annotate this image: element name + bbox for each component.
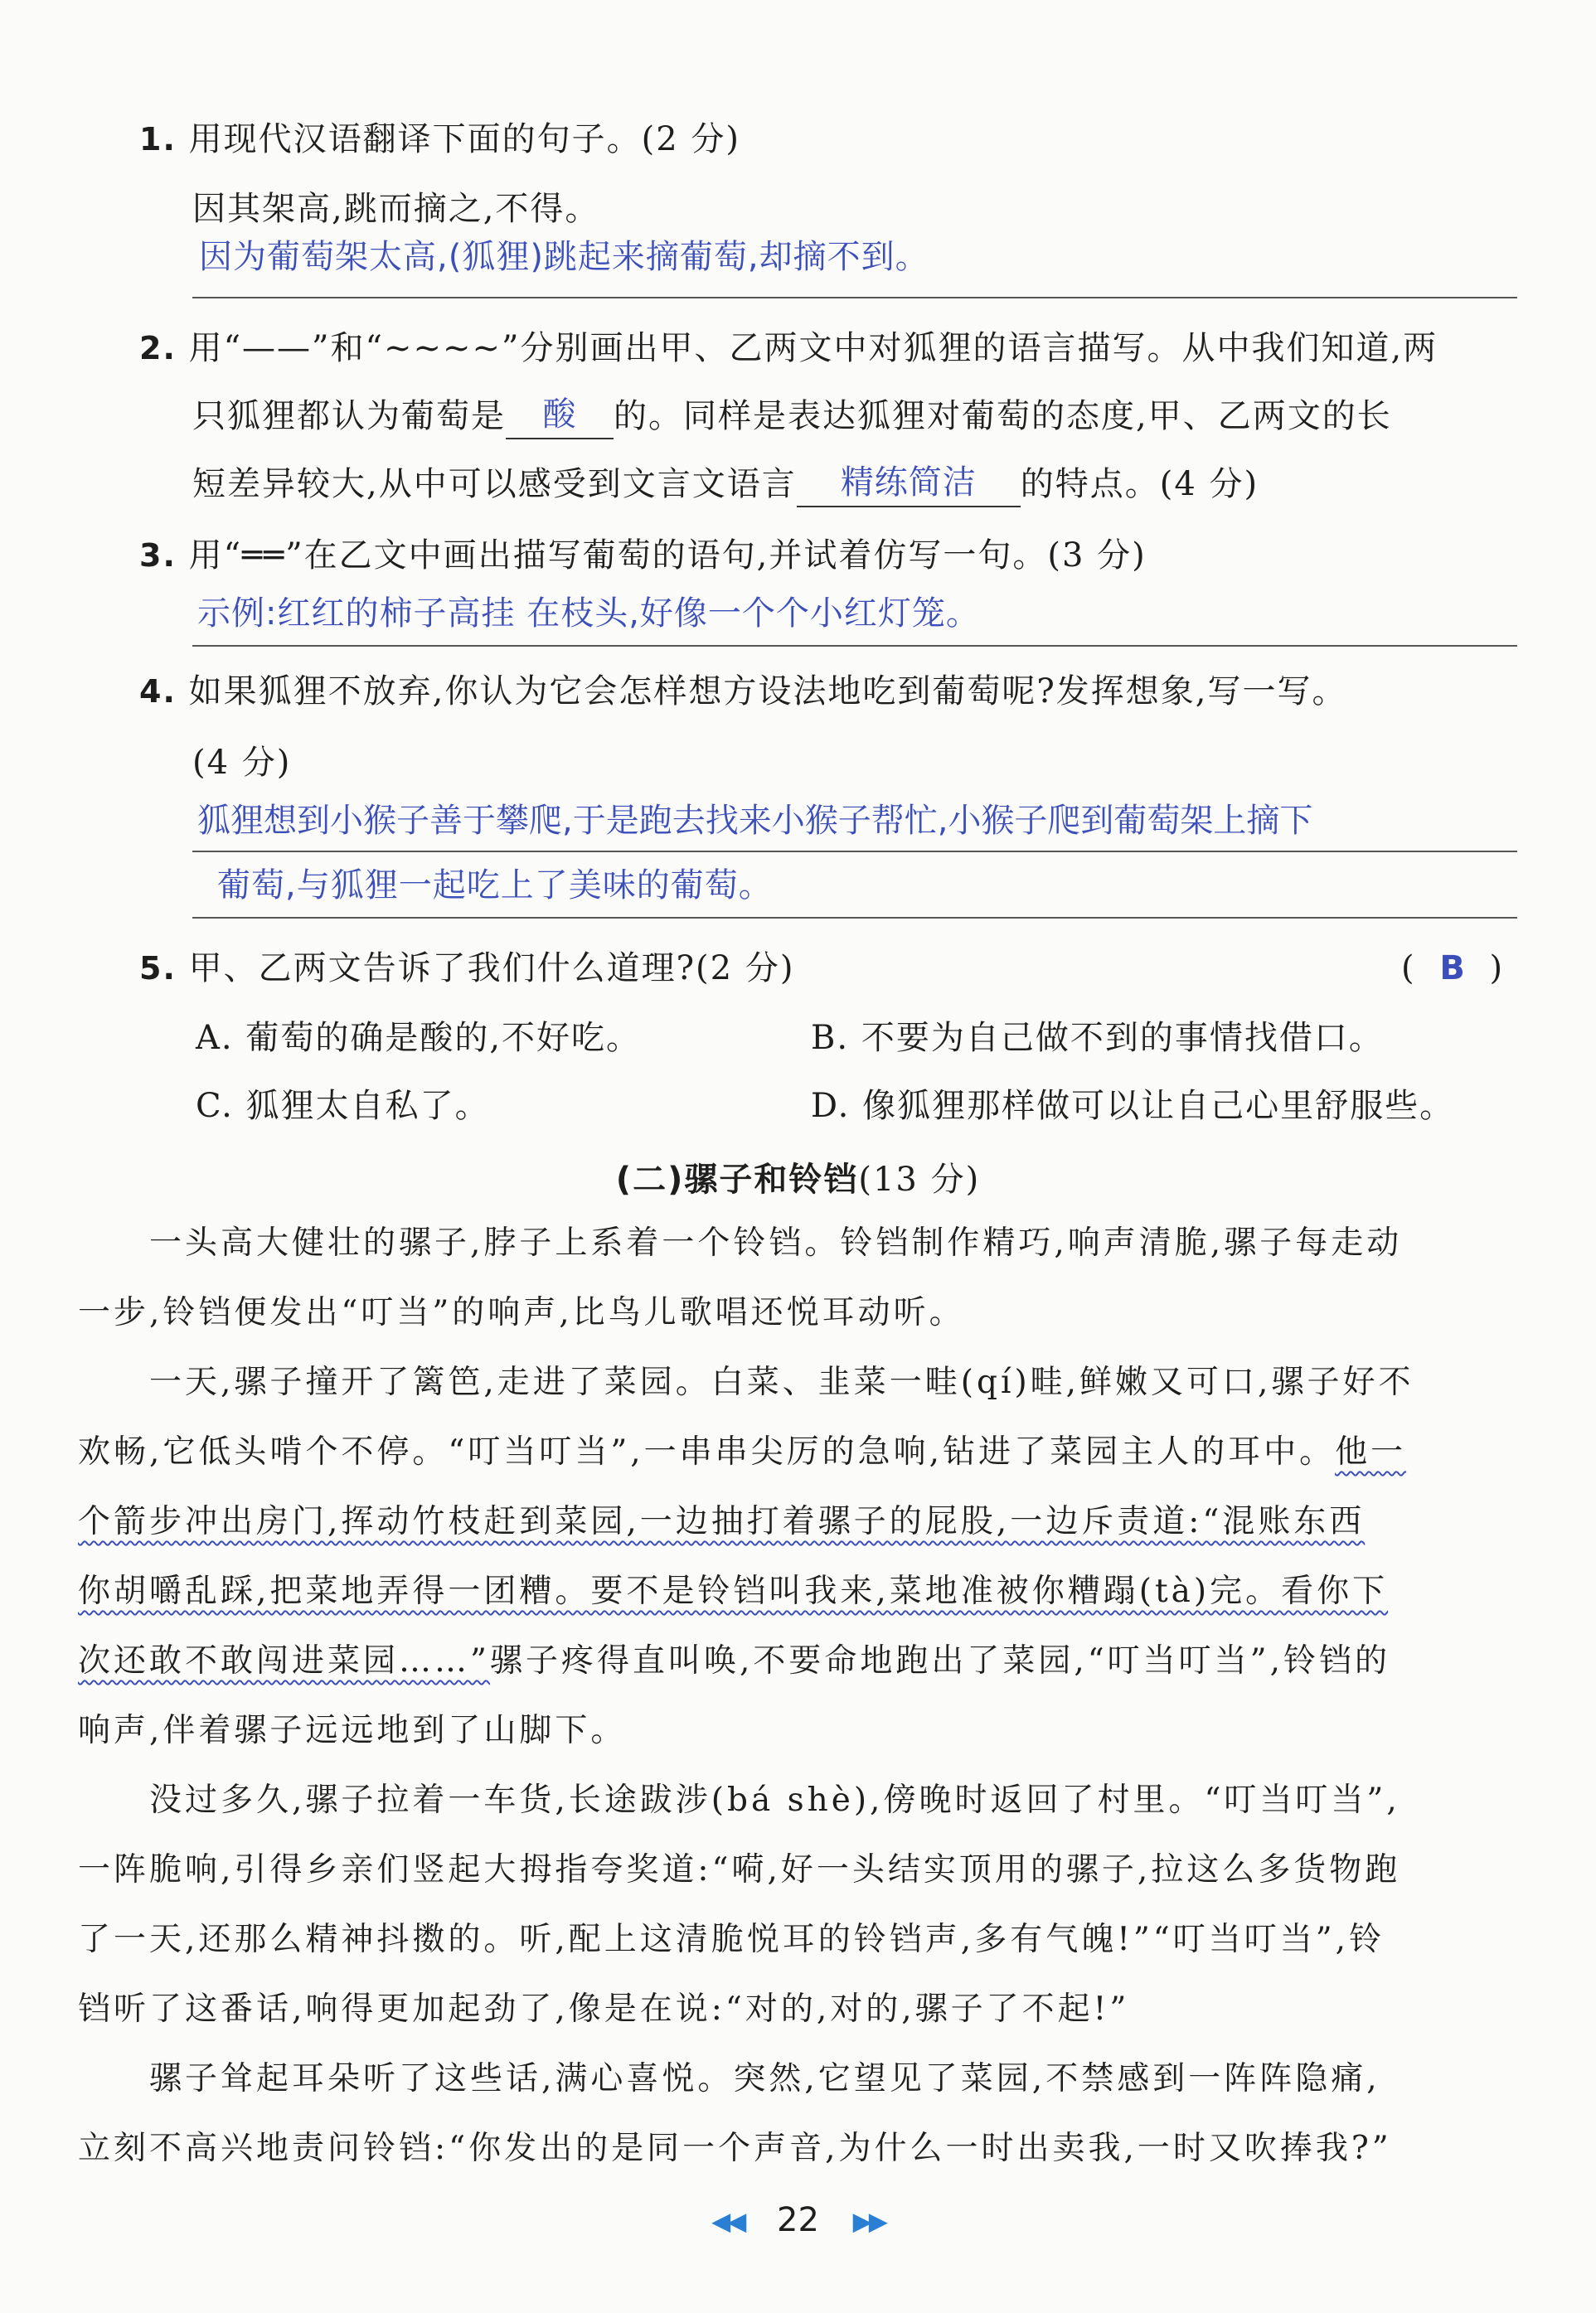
handwritten-answer-3: 示例:红红的柿子高挂 在枝头,好像一个个小红灯笼。 <box>197 594 980 633</box>
section-title: (二)骡子和铃铛 <box>615 1161 859 1199</box>
question-text: 用现代汉语翻译下面的句子。(2 分) <box>188 120 740 158</box>
passage-line: 一阵脆响,引得乡亲们竖起大拇指夸奖道:“嗬,好一头结实顶用的骡子,拉这么多货物跑 <box>78 1851 1401 1889</box>
prev-arrows-icon: ◀◀ <box>711 2207 744 2237</box>
handwritten-choice: B <box>1439 949 1466 987</box>
answer-line <box>192 297 1517 298</box>
passage-line: 立刻不高兴地责问铃铛:“你发出的是同一个声音,为什么一时出卖我,一时又吹捧我?” <box>78 2130 1392 2167</box>
handwritten-answer-4-line-2: 葡萄,与狐狸一起吃上了美味的葡萄。 <box>217 866 773 904</box>
page-number: 22 <box>777 2201 819 2239</box>
passage-line: 一天,骡子撞开了篱笆,走进了菜园。白菜、韭菜一畦(qí)畦,鲜嫩又可口,骡子好不 <box>149 1364 1414 1401</box>
wavy-underlined-line: 个箭步冲出房门,挥动竹枝赶到菜园,一边抽打着骡子的屁股,一边斥责道:“混账东西 <box>78 1503 1366 1540</box>
passage-line: 骡子耸起耳朵听了这些话,满心喜悦。突然,它望见了菜园,不禁感到一阵阵隐痛, <box>149 2060 1380 2097</box>
answer-line <box>192 851 1517 852</box>
question-4 <box>139 668 1346 715</box>
question-number: 4. <box>139 673 177 710</box>
question-4-score: (4 分) <box>192 744 292 782</box>
question-2-line-3 <box>192 461 1259 507</box>
next-arrows-icon: ▶▶ <box>852 2207 885 2237</box>
handwritten-answer-1: 因为葡萄架太高,(狐狸)跳起来摘葡萄,却摘不到。 <box>199 238 929 276</box>
question-number: 3. <box>139 537 177 574</box>
option-a: A. 葡萄的确是酸的,不好吃。 <box>196 1019 642 1057</box>
passage-line: 没过多久,骡子拉着一车货,长途跋涉(bá shè),傍晚时返回了村里。“叮当叮当”, <box>149 1782 1400 1819</box>
question-number: 1. <box>139 121 177 158</box>
question-text: 如果狐狸不放弃,你认为它会怎样想方设法地吃到葡萄呢?发挥想象,写一写。 <box>188 672 1347 710</box>
option-b: B. 不要为自己做不到的事情找借口。 <box>811 1019 1384 1057</box>
question-text: 只狐狸都认为葡萄是 <box>192 397 506 435</box>
question-2-line-2 <box>192 393 1392 439</box>
section-score: (13 分) <box>858 1161 981 1199</box>
option-d: D. 像狐狸那样做可以让自己心里舒服些。 <box>811 1087 1455 1125</box>
question-number: 2. <box>139 330 177 366</box>
wavy-underlined-text: 次还敢不敢闯进菜园……” <box>78 1642 490 1680</box>
passage-line: 铛听了这番话,响得更加起劲了,像是在说:“对的,对的,骡子了不起!” <box>78 1991 1130 2028</box>
fill-blank <box>797 464 1021 507</box>
question-text: 的。同样是表达狐狸对葡萄的态度,甲、乙两文的长 <box>614 397 1392 435</box>
passage-line: 响声,伴着骡子远远地到了山脚下。 <box>78 1712 627 1749</box>
option-c: C. 狐狸太自私了。 <box>196 1087 490 1125</box>
bracket-open: ( <box>1401 949 1416 987</box>
section-heading <box>0 1156 1596 1203</box>
fill-blank <box>506 396 614 439</box>
passage-text: 骡子疼得直叫唤,不要命地跑出了菜园,“叮当叮当”,铃铛的 <box>489 1642 1391 1680</box>
answer-line <box>192 917 1517 919</box>
question-text: 用“══”在乙文中画出描写葡萄的语句,并试着仿写一句。(3 分) <box>188 536 1147 575</box>
bracket-close: ) <box>1489 949 1505 987</box>
question-text: 用“——”和“~~~~”分别画出甲、乙两文中对狐狸的语言描写。从中我们知道,两 <box>188 329 1438 367</box>
question-3 <box>139 532 1147 579</box>
question-1 <box>139 116 740 162</box>
source-sentence: 因其架高,跳而摘之,不得。 <box>192 190 600 228</box>
question-5 <box>139 945 794 992</box>
wavy-underlined-text: 他一 <box>1335 1433 1407 1471</box>
question-number: 5. <box>139 950 177 987</box>
page-footer <box>0 2201 1596 2239</box>
question-2 <box>139 325 1438 371</box>
passage-line: 了一天,还那么精神抖擞的。听,配上这清脆悦耳的铃铛声,多有气魄!”“叮当叮当”,铃 <box>78 1921 1385 1958</box>
passage-text: 欢畅,它低头啃个不停。“叮当叮当”,一串串尖厉的急响,钻进了菜园主人的耳中。 <box>78 1433 1336 1471</box>
question-text: 甲、乙两文告诉了我们什么道理?(2 分) <box>188 949 795 987</box>
passage-line <box>78 1638 1390 1685</box>
passage-line <box>78 1429 1406 1476</box>
handwritten-answer-4-line-1: 狐狸想到小猴子善于攀爬,于是跑去找来小猴子帮忙,小猴子爬到葡萄架上摘下 <box>197 802 1313 840</box>
answer-line <box>192 645 1517 647</box>
question-text: 短差异较大,从中可以感受到文言文语言 <box>192 465 797 503</box>
wavy-underlined-line: 你胡嚼乱踩,把菜地弄得一团糟。要不是铃铛叫我来,菜地准被你糟蹋(tà)完。看你下 <box>78 1573 1389 1610</box>
question-text: 的特点。(4 分) <box>1020 465 1259 503</box>
passage-line: 一头高大健壮的骡子,脖子上系着一个铃铛。铃铛制作精巧,响声清脆,骡子每走动 <box>149 1224 1403 1262</box>
handwritten-blank-answer: 酸 <box>542 395 577 434</box>
passage-line: 一步,铃铛便发出“叮当”的响声,比鸟儿歌唱还悦耳动听。 <box>78 1294 965 1331</box>
handwritten-blank-answer: 精练简洁 <box>840 463 977 502</box>
answer-bracket <box>1401 945 1504 992</box>
